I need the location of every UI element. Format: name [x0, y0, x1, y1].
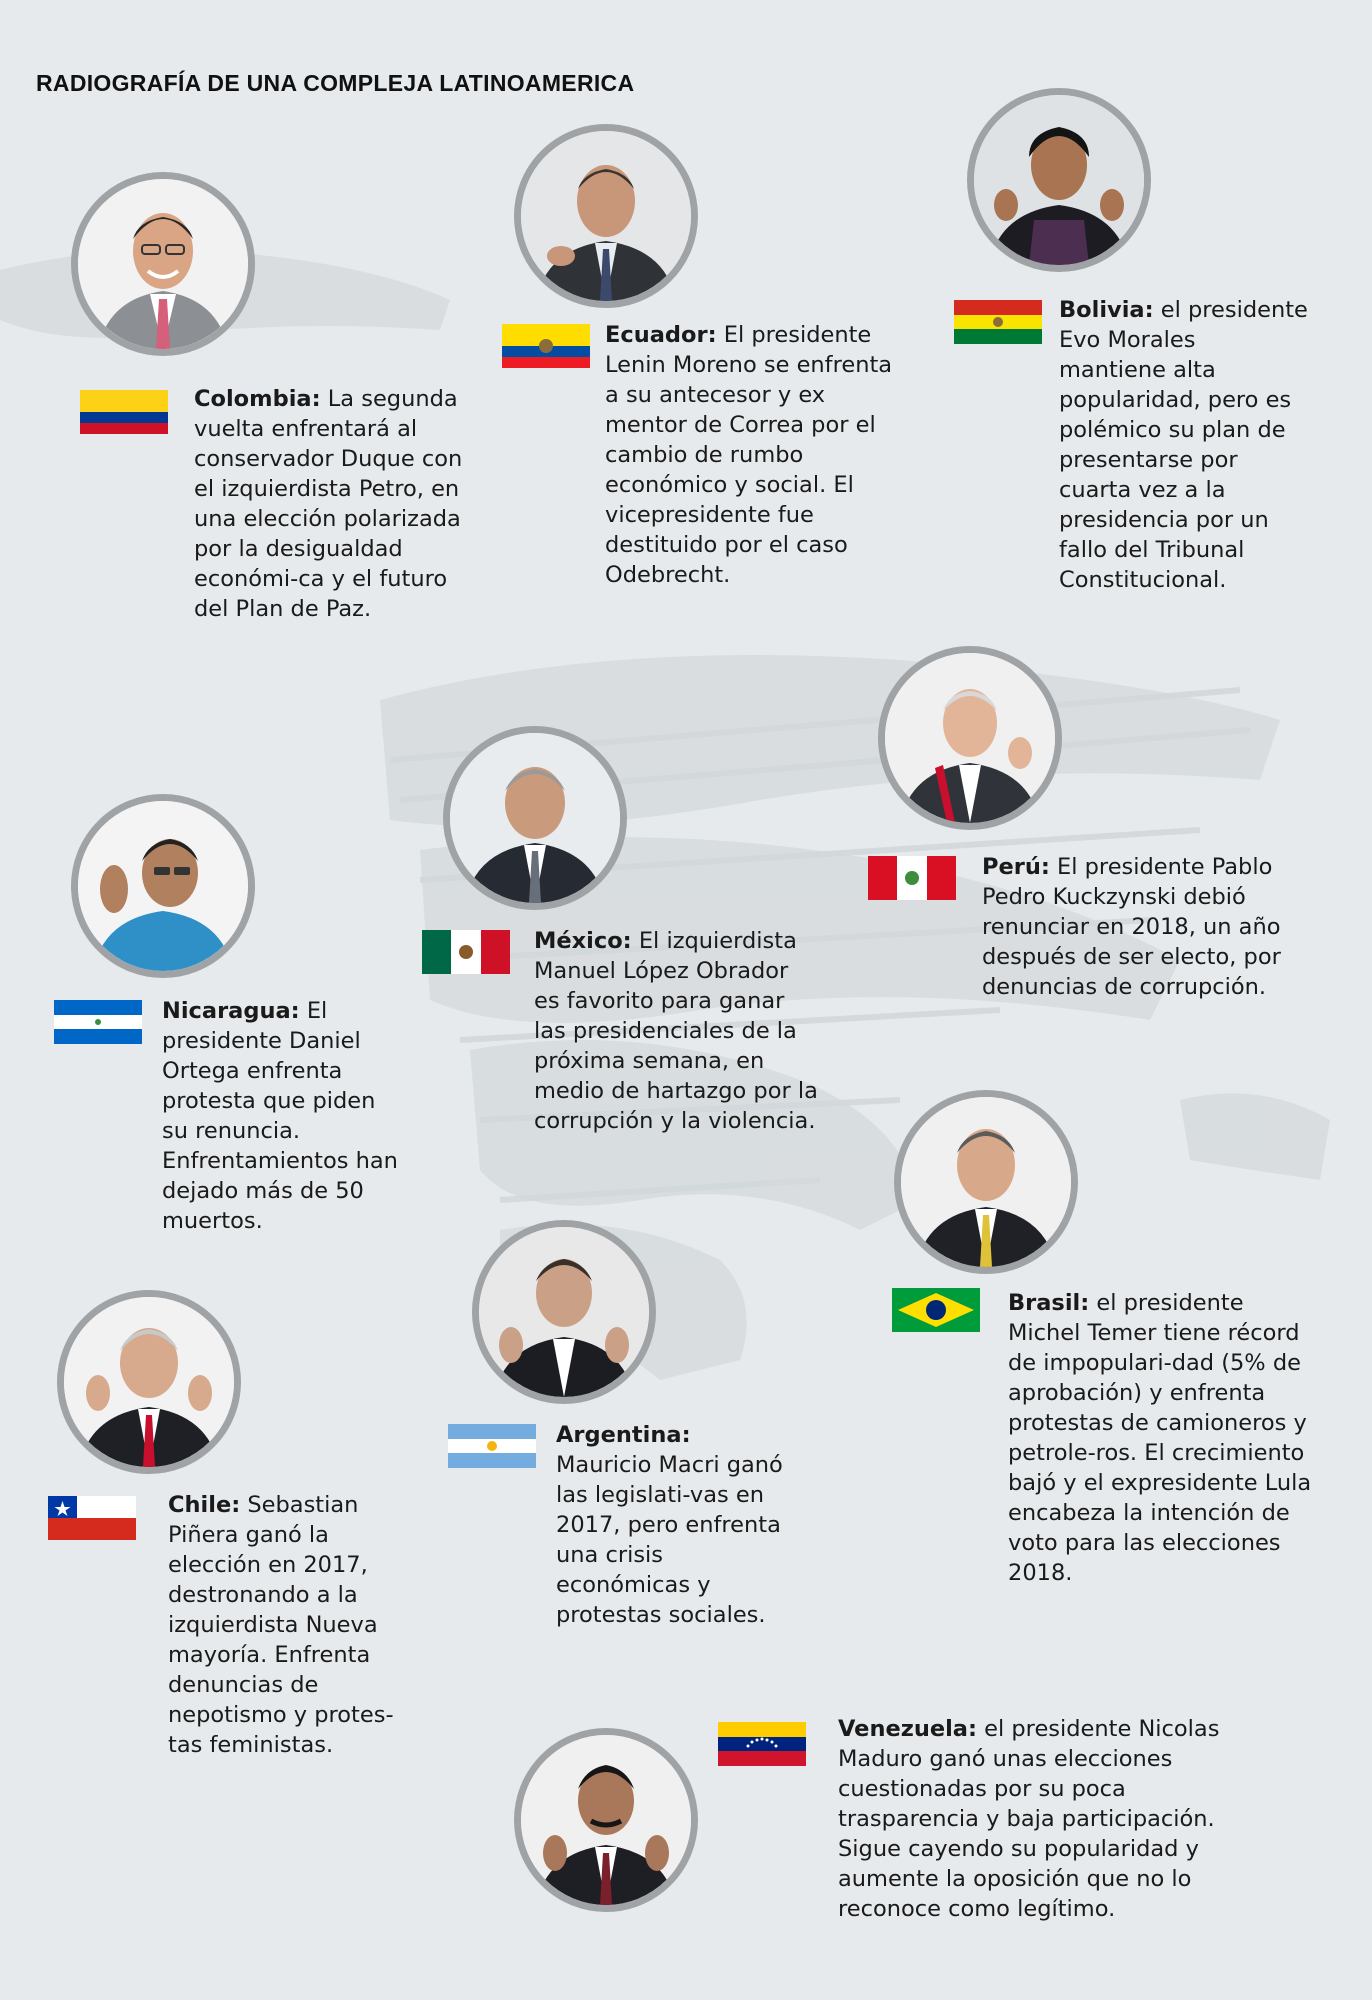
person-avatar-icon — [901, 1097, 1071, 1267]
person-avatar-icon — [78, 801, 248, 971]
argentina-portrait — [472, 1220, 656, 1404]
person-avatar-icon — [974, 95, 1144, 265]
brasil-text: el presidente Michel Temer tiene récord de impopulari-dad (5% de aprobación) y enfrenta protestas de camioneros y petrole-ros. El crecimiento bajó y el expresidente Lula encabeza la intención de voto para las elecciones 2018. — [1008, 1290, 1312, 1586]
peru-label: Perú: — [982, 854, 1050, 880]
ecuador-flag — [502, 324, 590, 368]
ecuador-description — [605, 320, 905, 590]
bolivia-portrait — [967, 88, 1151, 272]
peru-portrait — [878, 646, 1062, 830]
nicaragua-flag — [54, 1000, 142, 1044]
argentina-flag — [448, 1424, 536, 1468]
bolivia-flag — [954, 300, 1042, 344]
brasil-portrait — [894, 1090, 1078, 1274]
brasil-flag — [892, 1288, 980, 1332]
nicaragua-label: Nicaragua: — [162, 998, 300, 1024]
ecuador-text: El presidente Lenin Moreno se enfrenta a su antecesor y ex mentor de Correa por el cambio de rumbo económico y social. El vicepresidente fue destituido por el caso Odebrecht. — [605, 322, 893, 588]
venezuela-flag — [718, 1722, 806, 1766]
peru-description — [982, 852, 1312, 1002]
peru-text: El presidente Pablo Pedro Kuckzynski debió renunciar en 2018, un año después de ser electo, por denuncias de corrupción. — [982, 854, 1281, 1000]
person-avatar-icon — [78, 179, 248, 349]
mexico-label: México: — [534, 928, 632, 954]
person-avatar-icon — [64, 1297, 234, 1467]
person-avatar-icon — [521, 131, 691, 301]
argentina-label: Argentina: — [556, 1422, 691, 1448]
colombia-flag — [80, 390, 168, 434]
peru-flag — [868, 856, 956, 900]
brasil-description — [1008, 1288, 1318, 1588]
mexico-flag — [422, 930, 510, 974]
mexico-portrait — [443, 726, 627, 910]
argentina-description — [556, 1420, 791, 1630]
venezuela-description — [838, 1714, 1258, 1924]
chile-flag — [48, 1496, 136, 1540]
venezuela-text: el presidente Nicolas Maduro ganó unas elecciones cuestionadas por su poca trasparencia y baja participación. Sigue cayendo su popularidad y aumente la oposición que no lo reconoce como legítimo. — [838, 1716, 1220, 1922]
venezuela-label: Venezuela: — [838, 1716, 977, 1742]
nicaragua-description — [162, 996, 407, 1236]
colombia-portrait — [71, 172, 255, 356]
nicaragua-portrait — [71, 794, 255, 978]
colombia-description — [194, 384, 464, 624]
ecuador-label: Ecuador: — [605, 322, 717, 348]
chile-portrait — [57, 1290, 241, 1474]
colombia-label: Colombia: — [194, 386, 321, 412]
ecuador-portrait — [514, 124, 698, 308]
page-title: RADIOGRAFÍA DE UNA COMPLEJA LATINOAMERICA — [36, 70, 635, 96]
mexico-text: El izquierdista Manuel López Obrador es favorito para ganar las presidenciales de la próxima semana, en medio de hartazgo por la corrupción y la violencia. — [534, 928, 818, 1134]
bolivia-label: Bolivia: — [1059, 297, 1154, 323]
person-avatar-icon — [885, 653, 1055, 823]
nicaragua-text: El presidente Daniel Ortega enfrenta protesta que piden su renuncia. Enfrentamientos han dejado más de 50 muertos. — [162, 998, 398, 1234]
chile-label: Chile: — [168, 1492, 241, 1518]
person-avatar-icon — [521, 1735, 691, 1905]
person-avatar-icon — [479, 1227, 649, 1397]
mexico-description — [534, 926, 819, 1136]
person-avatar-icon — [450, 733, 620, 903]
bolivia-description — [1059, 295, 1309, 595]
argentina-text: Mauricio Macri ganó las legislati-vas en 2017, pero enfrenta una crisis económicas y protestas sociales. — [556, 1452, 783, 1628]
colombia-text: La segunda vuelta enfrentará al conservador Duque con el izquierdista Petro, en una elección polarizada por la desigualdad económi-ca y el futuro del Plan de Paz. — [194, 386, 463, 622]
chile-text: Sebastian Piñera ganó la elección en 2017, destronando a la izquierdista Nueva mayoría. Enfrenta denuncias de nepotismo y protes-tas feministas. — [168, 1492, 394, 1758]
bolivia-text: el presidente Evo Morales mantiene alta popularidad, pero es polémico su plan de presentarse por cuarta vez a la presidencia por un fallo del Tribunal Constitucional. — [1059, 297, 1308, 593]
venezuela-portrait — [514, 1728, 698, 1912]
chile-description — [168, 1490, 418, 1760]
brasil-label: Brasil: — [1008, 1290, 1090, 1316]
